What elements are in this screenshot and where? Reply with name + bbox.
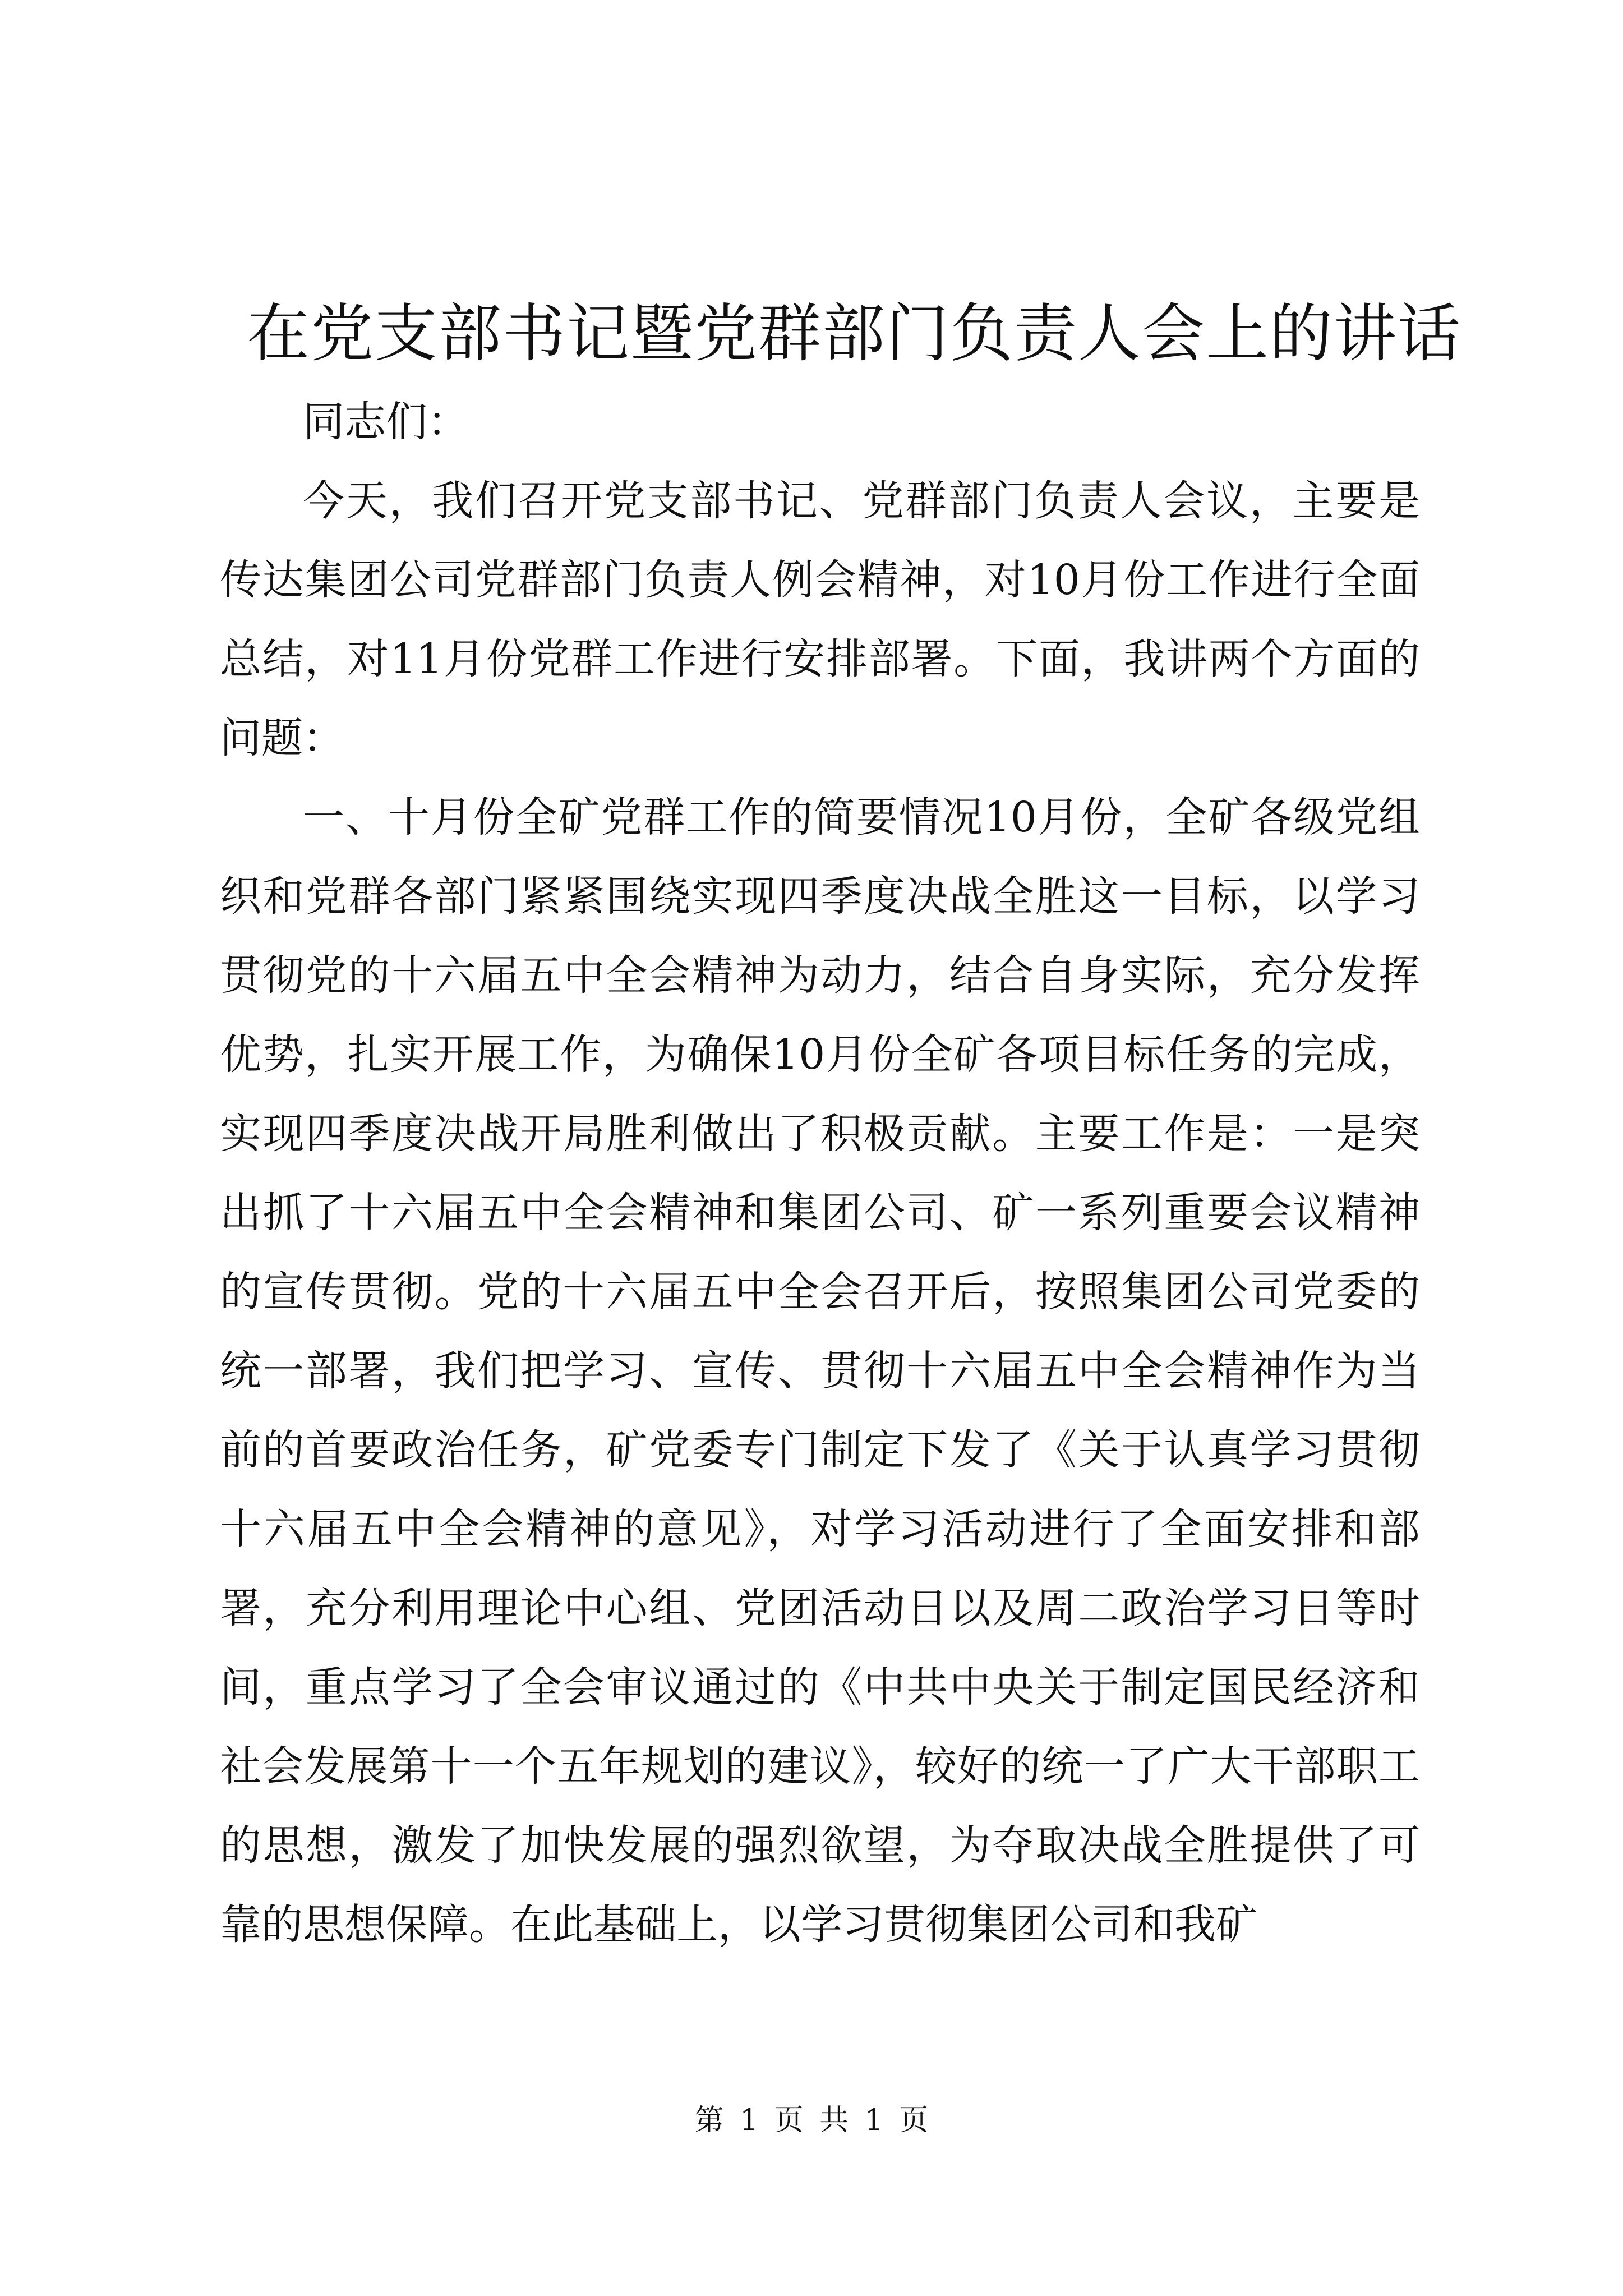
salutation-paragraph: 同志们：: [303, 398, 469, 446]
page-footer: 第 1 页 共 1 页: [694, 2104, 929, 2137]
document-title: 在党支部书记暨党群部门负责人会上的讲话: [247, 297, 1461, 370]
section-one-paragraph: 一、十月份全矿党群工作的简要情况10月份，全矿各级党组织和党群各部门紧紧围绕实现四季度决战全胜这一目标，以学习贯彻党的十六届五中全会精神为动力，结合自身实际，充分发挥优势，扎实开展工作，为确保10月份全矿各项目标任务的完成，实现四季度决战开局胜利做出了积极贡献。主要工作是：一是突出抓了十六届五中全会精神和集团公司、矿一系列重要会议精神的宣传贯彻。党的十六届五中全会召开后，按照集团公司党委的统一部署，我们把学习、宣传、贯彻十六届五中全会精神作为当前的首要政治任务，矿党委专门制定下发了《关于认真学习贯彻十六届五中全会精神的意见》，对学习活动进行了全面安排和部署，充分利用理论中心组、党团活动日以及周二政治学习日等时间，重点学习了全会审议通过的《中共中央关于制定国民经济和社会发展第十一个五年规划的建议》，较好的统一了广大干部职工的思想，激发了加快发展的强烈欲望，为夺取决战全胜提供了可靠的思想保障。在此基础上，以学习贯彻集团公司和我矿: [220, 793, 1420, 1949]
document-body: [220, 383, 1420, 1964]
intro-paragraph: 今天，我们召开党支部书记、党群部门负责人会议，主要是传达集团公司党群部门负责人例会精神，对10月份工作进行全面总结，对11月份党群工作进行安排部署。下面，我讲两个方面的问题：: [220, 477, 1420, 762]
